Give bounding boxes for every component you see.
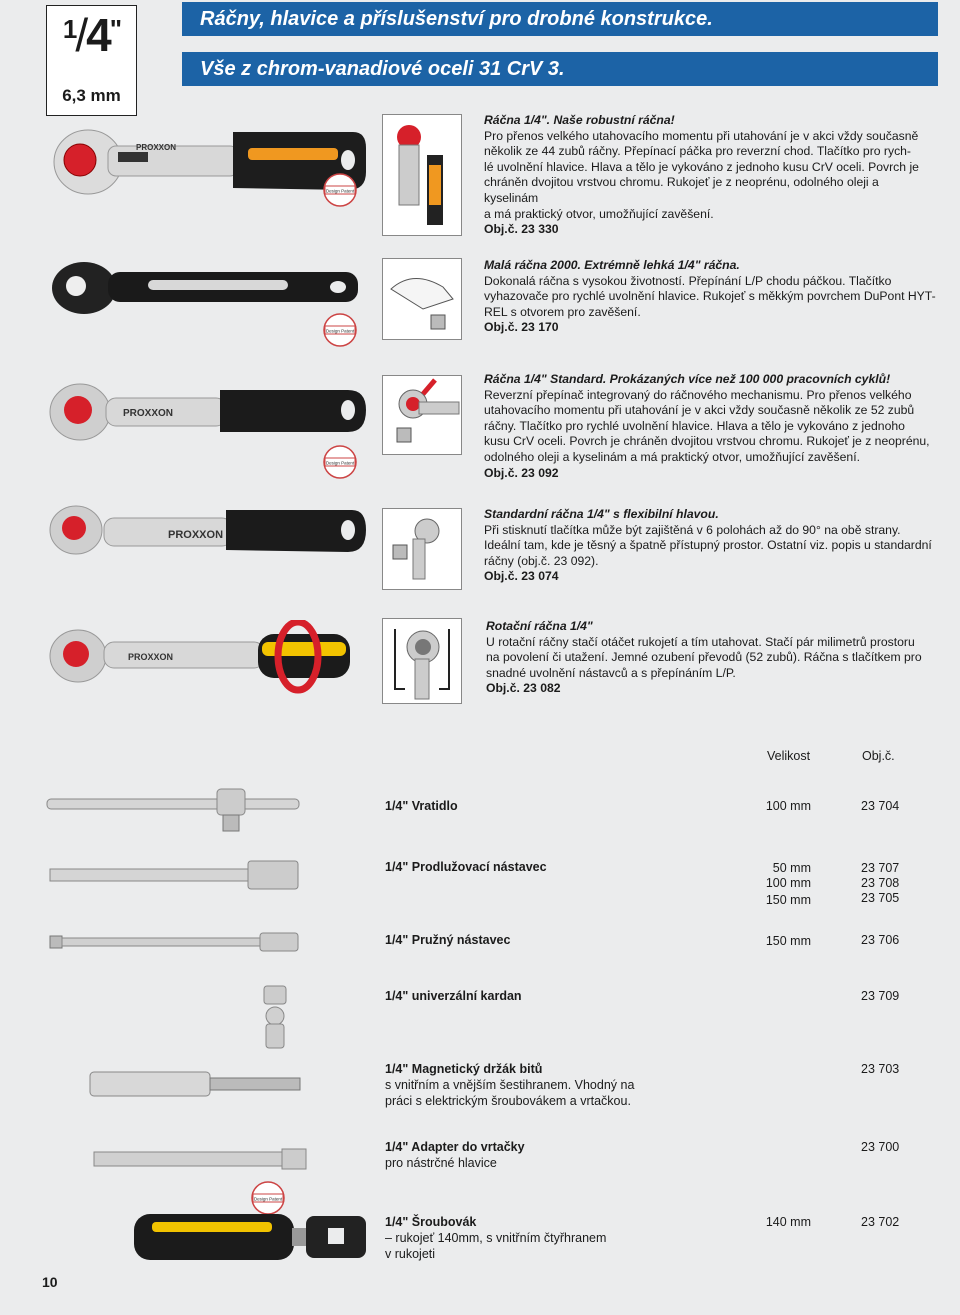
- ratchet-23082-image: [48, 620, 358, 700]
- order-number: Obj.č. 23 330: [484, 222, 559, 237]
- accessory-name: 1/4" univerzální kardan: [385, 989, 522, 1003]
- brand-label: PROXXON: [136, 143, 177, 152]
- product-desc-line: ráčny. Tlačítko pro rychlé uvolnění hlavice. Hlava a tělo je vykováno z jednoho: [484, 418, 905, 433]
- product-desc-line: utahovacího momentu při utahování je v akci vždy současně několik ze 52 zubů: [484, 403, 915, 418]
- accessory-order: 23 700: [861, 1140, 900, 1154]
- brand-label: PROXXON: [168, 529, 224, 541]
- product-title: Ráčna 1/4" Standard. Prokázaných více než 100 000 pracovních cyklů!: [484, 372, 891, 386]
- order-number: Obj.č. 23 092: [484, 465, 559, 480]
- universal-joint-image: [250, 982, 300, 1052]
- order-number: Obj.č. 23 170: [484, 320, 559, 335]
- brand-label: PROXXON: [128, 652, 174, 662]
- size-box: [46, 5, 137, 116]
- patent-text: Design Patent: [253, 1196, 283, 1202]
- detail-photo-23074: [382, 508, 462, 590]
- accessory-order: 23 703: [861, 1062, 900, 1076]
- accessory-name: 1/4" Adapter do vrtačky pro nástrčné hlavice: [385, 1140, 525, 1170]
- t-handle-image: [45, 785, 305, 835]
- product-desc-line: a má praktický otvor, umožňující zavěšení.: [484, 206, 714, 221]
- patent-badge-1: [322, 172, 358, 208]
- extension-bar-image: [48, 855, 308, 901]
- bit-holder-image: [88, 1068, 308, 1100]
- product-desc-line: několik ze 44 zubů ráčny. Přepínací páčka pro reverzní chod. Tlačítko pro rych-: [484, 144, 911, 159]
- accessory-size: 50 mm: [772, 861, 811, 875]
- fraction-numerator: 1: [62, 14, 76, 44]
- accessory-name: 1/4" Magnetický držák bitů s vnitřním a vnějším šestihranem. Vhodný na práci s elektrickým šroubovákem a vrtačkou.: [385, 1062, 635, 1108]
- accessory-sub: práci s elektrickým šroubovákem a vrtačkou.: [385, 1094, 631, 1108]
- product-desc-line: Dokonalá ráčna s vysokou životností. Přepínání L/P chodu páčkou. Tlačítko: [484, 273, 892, 288]
- column-header-size: Velikost: [767, 749, 811, 763]
- page-number: 10: [42, 1274, 58, 1290]
- product-desc-line: ráčny (obj.č. 23 092).: [484, 553, 599, 568]
- accessory-order: 23 704: [861, 799, 900, 813]
- column-header-order: Obj.č.: [862, 749, 895, 763]
- accessory-sub: – rukojeť 140mm, s vnitřním čtyřhranem: [385, 1231, 607, 1245]
- accessory-name: 1/4" Vratidlo: [385, 799, 458, 813]
- ratchet-23074-image: [48, 500, 368, 566]
- patent-text: Design Patent: [325, 188, 355, 194]
- detail-photo-23330: [382, 114, 462, 236]
- size-fraction: $^1$/4": [62, 9, 121, 61]
- product-title: Ráčna 1/4". Naše robustní ráčna!: [484, 113, 675, 127]
- accessory-size: 100 mm: [765, 799, 811, 813]
- patent-badge-4: [250, 1180, 286, 1216]
- product-23170: [484, 258, 936, 336]
- order-number: Obj.č. 23 074: [484, 569, 559, 584]
- product-title: Standardní ráčna 1/4" s flexibilní hlavou.: [484, 507, 719, 521]
- product-23092: [484, 372, 936, 481]
- order-number: Obj.č. 23 082: [486, 681, 561, 696]
- title-banner-2: Vše z chrom-vanadiové oceli 31 CrV 3.: [182, 52, 938, 86]
- product-title: Rotační ráčna 1/4": [486, 619, 593, 633]
- accessory-order: 23 709: [861, 989, 900, 1003]
- drill-adapter-image: [92, 1146, 312, 1172]
- screwdriver-image: [132, 1212, 372, 1262]
- detail-photo-23170: [382, 258, 462, 340]
- flex-extension-image: [48, 930, 308, 956]
- product-desc-line: Pro přenos velkého utahovacího momentu při utahování je v akci vždy současně: [484, 128, 919, 143]
- accessory-order: 23 702: [861, 1215, 900, 1229]
- accessory-order: 23 708: [861, 876, 900, 890]
- accessory-name: 1/4" Pružný nástavec: [385, 933, 511, 947]
- product-23082: [486, 619, 938, 697]
- patent-badge-2: [322, 312, 358, 348]
- accessory-order: 23 706: [861, 933, 900, 947]
- accessory-order: 23 705: [861, 891, 900, 905]
- product-23330: [484, 113, 936, 238]
- accessory-sub: s vnitřním a vnějším šestihranem. Vhodný na: [385, 1078, 635, 1092]
- inch-mark: ": [109, 14, 121, 44]
- detail-photo-23082: [382, 618, 462, 704]
- accessory-name: 1/4" Prodlužovací nástavec: [385, 860, 547, 874]
- product-desc-line: snadné uvolnění nástavců a s přepínáním L/P.: [486, 665, 736, 680]
- product-title: Malá ráčna 2000. Extrémně lehká 1/4" ráčna.: [484, 258, 740, 272]
- accessory-size: 100 mm: [765, 876, 811, 890]
- fraction-denominator: 4: [86, 9, 110, 61]
- ratchet-23092-image: [48, 380, 368, 450]
- brand-label: PROXXON: [123, 408, 174, 419]
- product-23074: [484, 507, 936, 585]
- patent-badge-3: [322, 444, 358, 480]
- accessory-size: 150 mm: [765, 893, 811, 907]
- accessory-name: 1/4" Šroubovák – rukojeť 140mm, s vnitřním čtyřhranem v rukojeti: [385, 1215, 607, 1261]
- accessory-order: 23 707: [861, 861, 900, 875]
- product-desc-line: na povolení či utažení. Jemné ozubení převodů (52 zubů). Ráčna s tlačítkem pro: [486, 650, 922, 665]
- product-desc-line: kusu CrV oceli. Povrch je chráněn dvojitou vrstvou chromu. Rukojeť je z neoprénu,: [484, 434, 930, 449]
- product-desc-line: U rotační ráčny stačí otáčet rukojetí a tím utahovat. Stačí pár milimetrů prostoru: [486, 634, 915, 649]
- detail-photo-23092: [382, 375, 462, 455]
- product-desc-line: REL s otvorem pro zavěšení.: [484, 304, 641, 319]
- ratchet-23330-image: [48, 120, 368, 210]
- product-desc-line: odolného oleji a kyselinám a má praktický otvor, umožňující zavěšení.: [484, 449, 860, 464]
- accessory-sub: v rukojeti: [385, 1247, 436, 1261]
- product-desc-line: lé uvolnění hlavice. Hlava a tělo je vykováno z jednoho kusu CrV oceli. Povrch je: [484, 159, 919, 174]
- product-desc-line: Při stisknutí tlačítka může být zajištěná v 6 polohách až do 90° na obě strany.: [484, 522, 901, 537]
- accessory-sub: pro nástrčné hlavice: [385, 1156, 497, 1170]
- patent-text: Design Patent: [325, 328, 355, 334]
- product-desc-line: Ideální tam, kde je těsný a špatně přístupný prostor. Ostatní viz. popis u standardní: [484, 538, 932, 553]
- product-desc-line: Reverzní přepínač integrovaný do ráčnového mechanismu. Pro přenos velkého: [484, 387, 912, 402]
- accessory-size: 140 mm: [765, 1215, 811, 1229]
- product-desc-line: chráněn dvojitou vrstvou chromu. Rukojeť je z neoprénu, odolného oleji a kyselinám: [484, 175, 879, 205]
- size-mm: 6,3 mm: [62, 86, 121, 105]
- title-banner-1: Ráčny, hlavice a příslušenství pro drobné konstrukce.: [182, 2, 938, 36]
- ratchet-23170-image: [48, 258, 368, 328]
- patent-text: Design Patent: [325, 460, 355, 466]
- product-desc-line: vyhazovače pro rychlé uvolnění hlavice. Rukojeť s měkkým povrchem DuPont HYT-: [484, 289, 936, 304]
- accessory-size: 150 mm: [765, 934, 811, 948]
